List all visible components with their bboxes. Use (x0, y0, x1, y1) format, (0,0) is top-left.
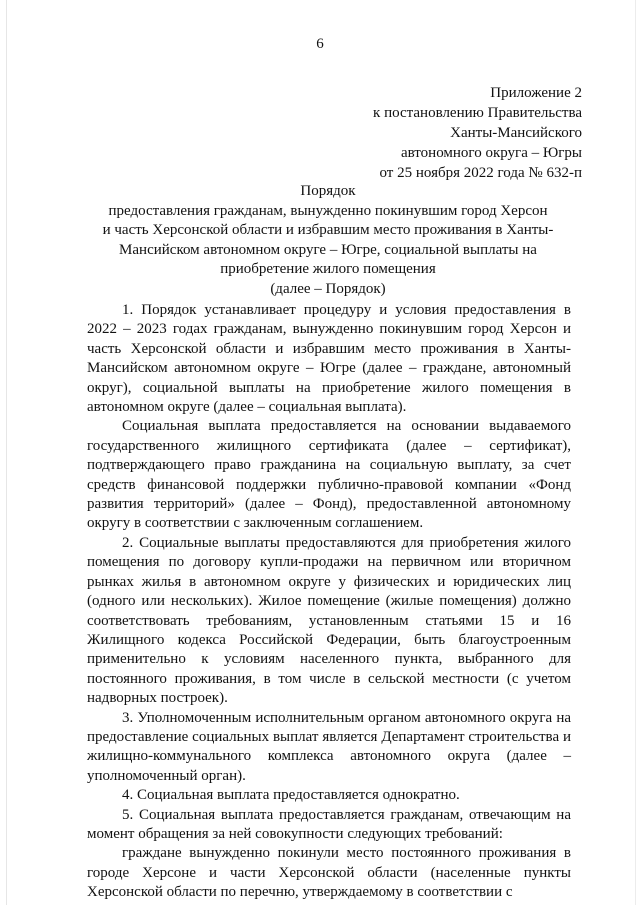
appendix-line: автономного округа – Югры (400, 145, 582, 161)
appendix-line: от 25 ноября 2022 года № 632-п (379, 165, 582, 181)
paragraph: 4. Социальная выплата предоставляется однократно. (122, 787, 460, 804)
paragraph: 2. Социальные выплаты предоставляются для приобретения жилого помещения по договору купли-продажи на первичном или вторичном рынках жилья в автономном округе у физических и юридических лиц (одного или нескольких). Жилое помещение (жилые помещения) должно соответствовать требованиям, установленным статьями 15 и 16 Жилищного кодекса Российской Федерации, быть благоустроенным применительно к условиям населенного пункта, выбранного для постоянного проживания, в том числе в сельской местности (с учетом надворных построек). (87, 534, 571, 707)
scan-edge-left (6, 0, 7, 905)
title-heading: Порядок (300, 183, 356, 199)
title-line: Мансийском автономном округе – Югре, социальной выплаты на (119, 241, 537, 258)
paragraph: 1. Порядок устанавливает процедуру и условия предоставления в 2022 – 2023 годах гражданам, вынужденно покинувшим город Херсон и часть Херсонской области и избравшим место проживания в Ханты-Мансийском автономном округе – Югре (далее – граждане, автономный округ), социальной выплаты на приобретение жилого помещения в автономном округе (далее – социальная выплата). (87, 302, 571, 416)
appendix-block (373, 83, 582, 183)
appendix-line: Приложение 2 (490, 85, 582, 101)
paragraph: Социальная выплата предоставляется на основании выдаваемого государственного жилищного сертификата (далее – сертификат), подтверждающего право гражданина на социальную выплату, за счет средств финансовой поддержки публично-правовой компании «Фонд развития территорий» (далее – Фонд), предоставленной автономному округу в соответствии с заключенным соглашением. (87, 418, 571, 532)
title-line: и часть Херсонской области и избравшим место проживания в Ханты- (102, 222, 554, 238)
title-line: приобретение жилого помещения (220, 261, 436, 277)
appendix-line: к постановлению Правительства (373, 105, 582, 121)
paragraph: 3. Уполномоченным исполнительным органом автономного округа на предоставление социальных выплат является Департамент строительства и жилищно-коммунального комплекса автономного округа (далее – уполномоченный орган). (87, 709, 571, 784)
paragraph: граждане вынужденно покинули место постоянного проживания в городе Херсоне и части Херсонской области (населенные пункты Херсонской области по перечню, утверждаемому в соответствии с (87, 845, 571, 901)
paragraph: 5. Социальная выплата предоставляется гражданам, отвечающим на момент обращения за ней совокупности следующих требований: (87, 806, 571, 842)
title-line: (далее – Порядок) (270, 280, 386, 297)
scan-edge-right (635, 0, 636, 905)
title-line: предоставления гражданам, вынужденно покинувшим город Херсон (108, 202, 548, 219)
document-title (88, 182, 568, 299)
appendix-line: Ханты-Мансийского (450, 125, 582, 141)
page-number: 6 (316, 36, 324, 52)
document-body (87, 301, 571, 903)
